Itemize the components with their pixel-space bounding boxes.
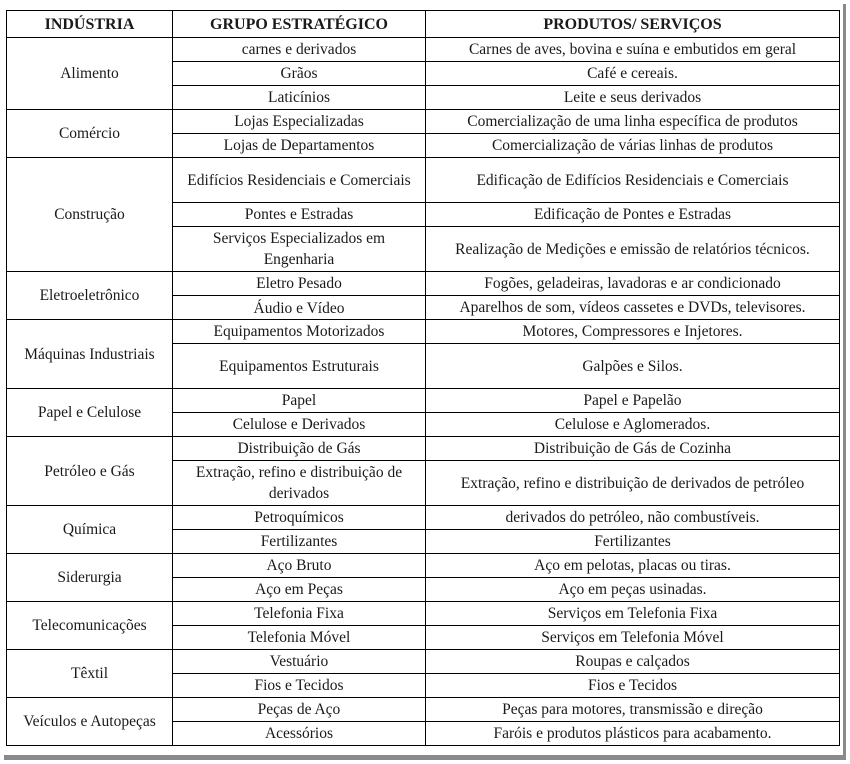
- header-grupo: GRUPO ESTRATÉGICO: [173, 11, 426, 38]
- table-body: [7, 38, 840, 746]
- product-cell: Fios e Tecidos: [426, 674, 840, 698]
- industry-cell: Veículos e Autopeças: [7, 698, 173, 746]
- product-cell: Edificação de Pontes e Estradas: [426, 203, 840, 227]
- product-cell: derivados do petróleo, não combustíveis.: [426, 506, 840, 530]
- product-cell: Motores, Compressores e Injetores.: [426, 320, 840, 344]
- group-cell: Edifícios Residenciais e Comerciais: [173, 158, 426, 203]
- group-cell: Fertilizantes: [173, 530, 426, 554]
- group-cell: Vestuário: [173, 650, 426, 674]
- table-row: [7, 320, 840, 344]
- industry-cell: Têxtil: [7, 650, 173, 698]
- group-cell: Aço Bruto: [173, 554, 426, 578]
- industry-cell: Siderurgia: [7, 554, 173, 602]
- table-row: [7, 158, 840, 203]
- product-cell: Peças para motores, transmissão e direção: [426, 698, 840, 722]
- group-cell: Distribuição de Gás: [173, 437, 426, 461]
- industry-cell: Telecomunicações: [7, 602, 173, 650]
- product-cell: Café e cereais.: [426, 62, 840, 86]
- group-cell: Aço em Peças: [173, 578, 426, 602]
- header-row: [7, 11, 840, 38]
- industry-cell: Petróleo e Gás: [7, 437, 173, 506]
- product-cell: Aço em pelotas, placas ou tiras.: [426, 554, 840, 578]
- group-cell: Lojas Especializadas: [173, 110, 426, 134]
- product-cell: Galpões e Silos.: [426, 344, 840, 389]
- product-cell: Serviços em Telefonia Fixa: [426, 602, 840, 626]
- product-cell: Comercialização de várias linhas de produtos: [426, 134, 840, 158]
- group-cell: Serviços Especializados em Engenharia: [173, 227, 426, 272]
- table-row: [7, 506, 840, 530]
- table-row: [7, 602, 840, 626]
- group-cell: Peças de Aço: [173, 698, 426, 722]
- product-cell: Carnes de aves, bovina e suína e embutidos em geral: [426, 38, 840, 62]
- document-frame: [4, 4, 846, 760]
- table-row: [7, 110, 840, 134]
- table-row: [7, 698, 840, 722]
- product-cell: Serviços em Telefonia Móvel: [426, 626, 840, 650]
- product-cell: Aço em peças usinadas.: [426, 578, 840, 602]
- group-cell: Pontes e Estradas: [173, 203, 426, 227]
- industry-table: [6, 10, 840, 746]
- product-cell: Faróis e produtos plásticos para acabamento.: [426, 722, 840, 746]
- group-cell: Extração, refino e distribuição de derivados: [173, 461, 426, 506]
- product-cell: Comercialização de uma linha específica de produtos: [426, 110, 840, 134]
- group-cell: Telefonia Móvel: [173, 626, 426, 650]
- industry-cell: Alimento: [7, 38, 173, 110]
- group-cell: Acessórios: [173, 722, 426, 746]
- product-cell: Fogões, geladeiras, lavadoras e ar condicionado: [426, 272, 840, 296]
- group-cell: Lojas de Departamentos: [173, 134, 426, 158]
- group-cell: Fios e Tecidos: [173, 674, 426, 698]
- group-cell: Grãos: [173, 62, 426, 86]
- header-industria: INDÚSTRIA: [7, 11, 173, 38]
- product-cell: Leite e seus derivados: [426, 86, 840, 110]
- table-row: [7, 650, 840, 674]
- product-cell: Roupas e calçados: [426, 650, 840, 674]
- product-cell: Extração, refino e distribuição de derivados de petróleo: [426, 461, 840, 506]
- group-cell: Papel: [173, 389, 426, 413]
- table-row: [7, 38, 840, 62]
- group-cell: carnes e derivados: [173, 38, 426, 62]
- industry-cell: Comércio: [7, 110, 173, 158]
- group-cell: Equipamentos Estruturais: [173, 344, 426, 389]
- industry-cell: Papel e Celulose: [7, 389, 173, 437]
- product-cell: Aparelhos de som, vídeos cassetes e DVDs, televisores.: [426, 296, 840, 320]
- group-cell: Áudio e Vídeo: [173, 296, 426, 320]
- group-cell: Equipamentos Motorizados: [173, 320, 426, 344]
- industry-cell: Química: [7, 506, 173, 554]
- product-cell: Papel e Papelão: [426, 389, 840, 413]
- product-cell: Edificação de Edifícios Residenciais e Comerciais: [426, 158, 840, 203]
- industry-cell: Construção: [7, 158, 173, 272]
- table-row: [7, 554, 840, 578]
- group-cell: Eletro Pesado: [173, 272, 426, 296]
- header-produtos: PRODUTOS/ SERVIÇOS: [426, 11, 840, 38]
- product-cell: Fertilizantes: [426, 530, 840, 554]
- group-cell: Telefonia Fixa: [173, 602, 426, 626]
- table-row: [7, 437, 840, 461]
- product-cell: Distribuição de Gás de Cozinha: [426, 437, 840, 461]
- product-cell: Celulose e Aglomerados.: [426, 413, 840, 437]
- group-cell: Celulose e Derivados: [173, 413, 426, 437]
- group-cell: Laticínios: [173, 86, 426, 110]
- table-row: [7, 272, 840, 296]
- table-row: [7, 389, 840, 413]
- industry-cell: Máquinas Industriais: [7, 320, 173, 389]
- group-cell: Petroquímicos: [173, 506, 426, 530]
- product-cell: Realização de Medições e emissão de relatórios técnicos.: [426, 227, 840, 272]
- industry-cell: Eletroeletrônico: [7, 272, 173, 320]
